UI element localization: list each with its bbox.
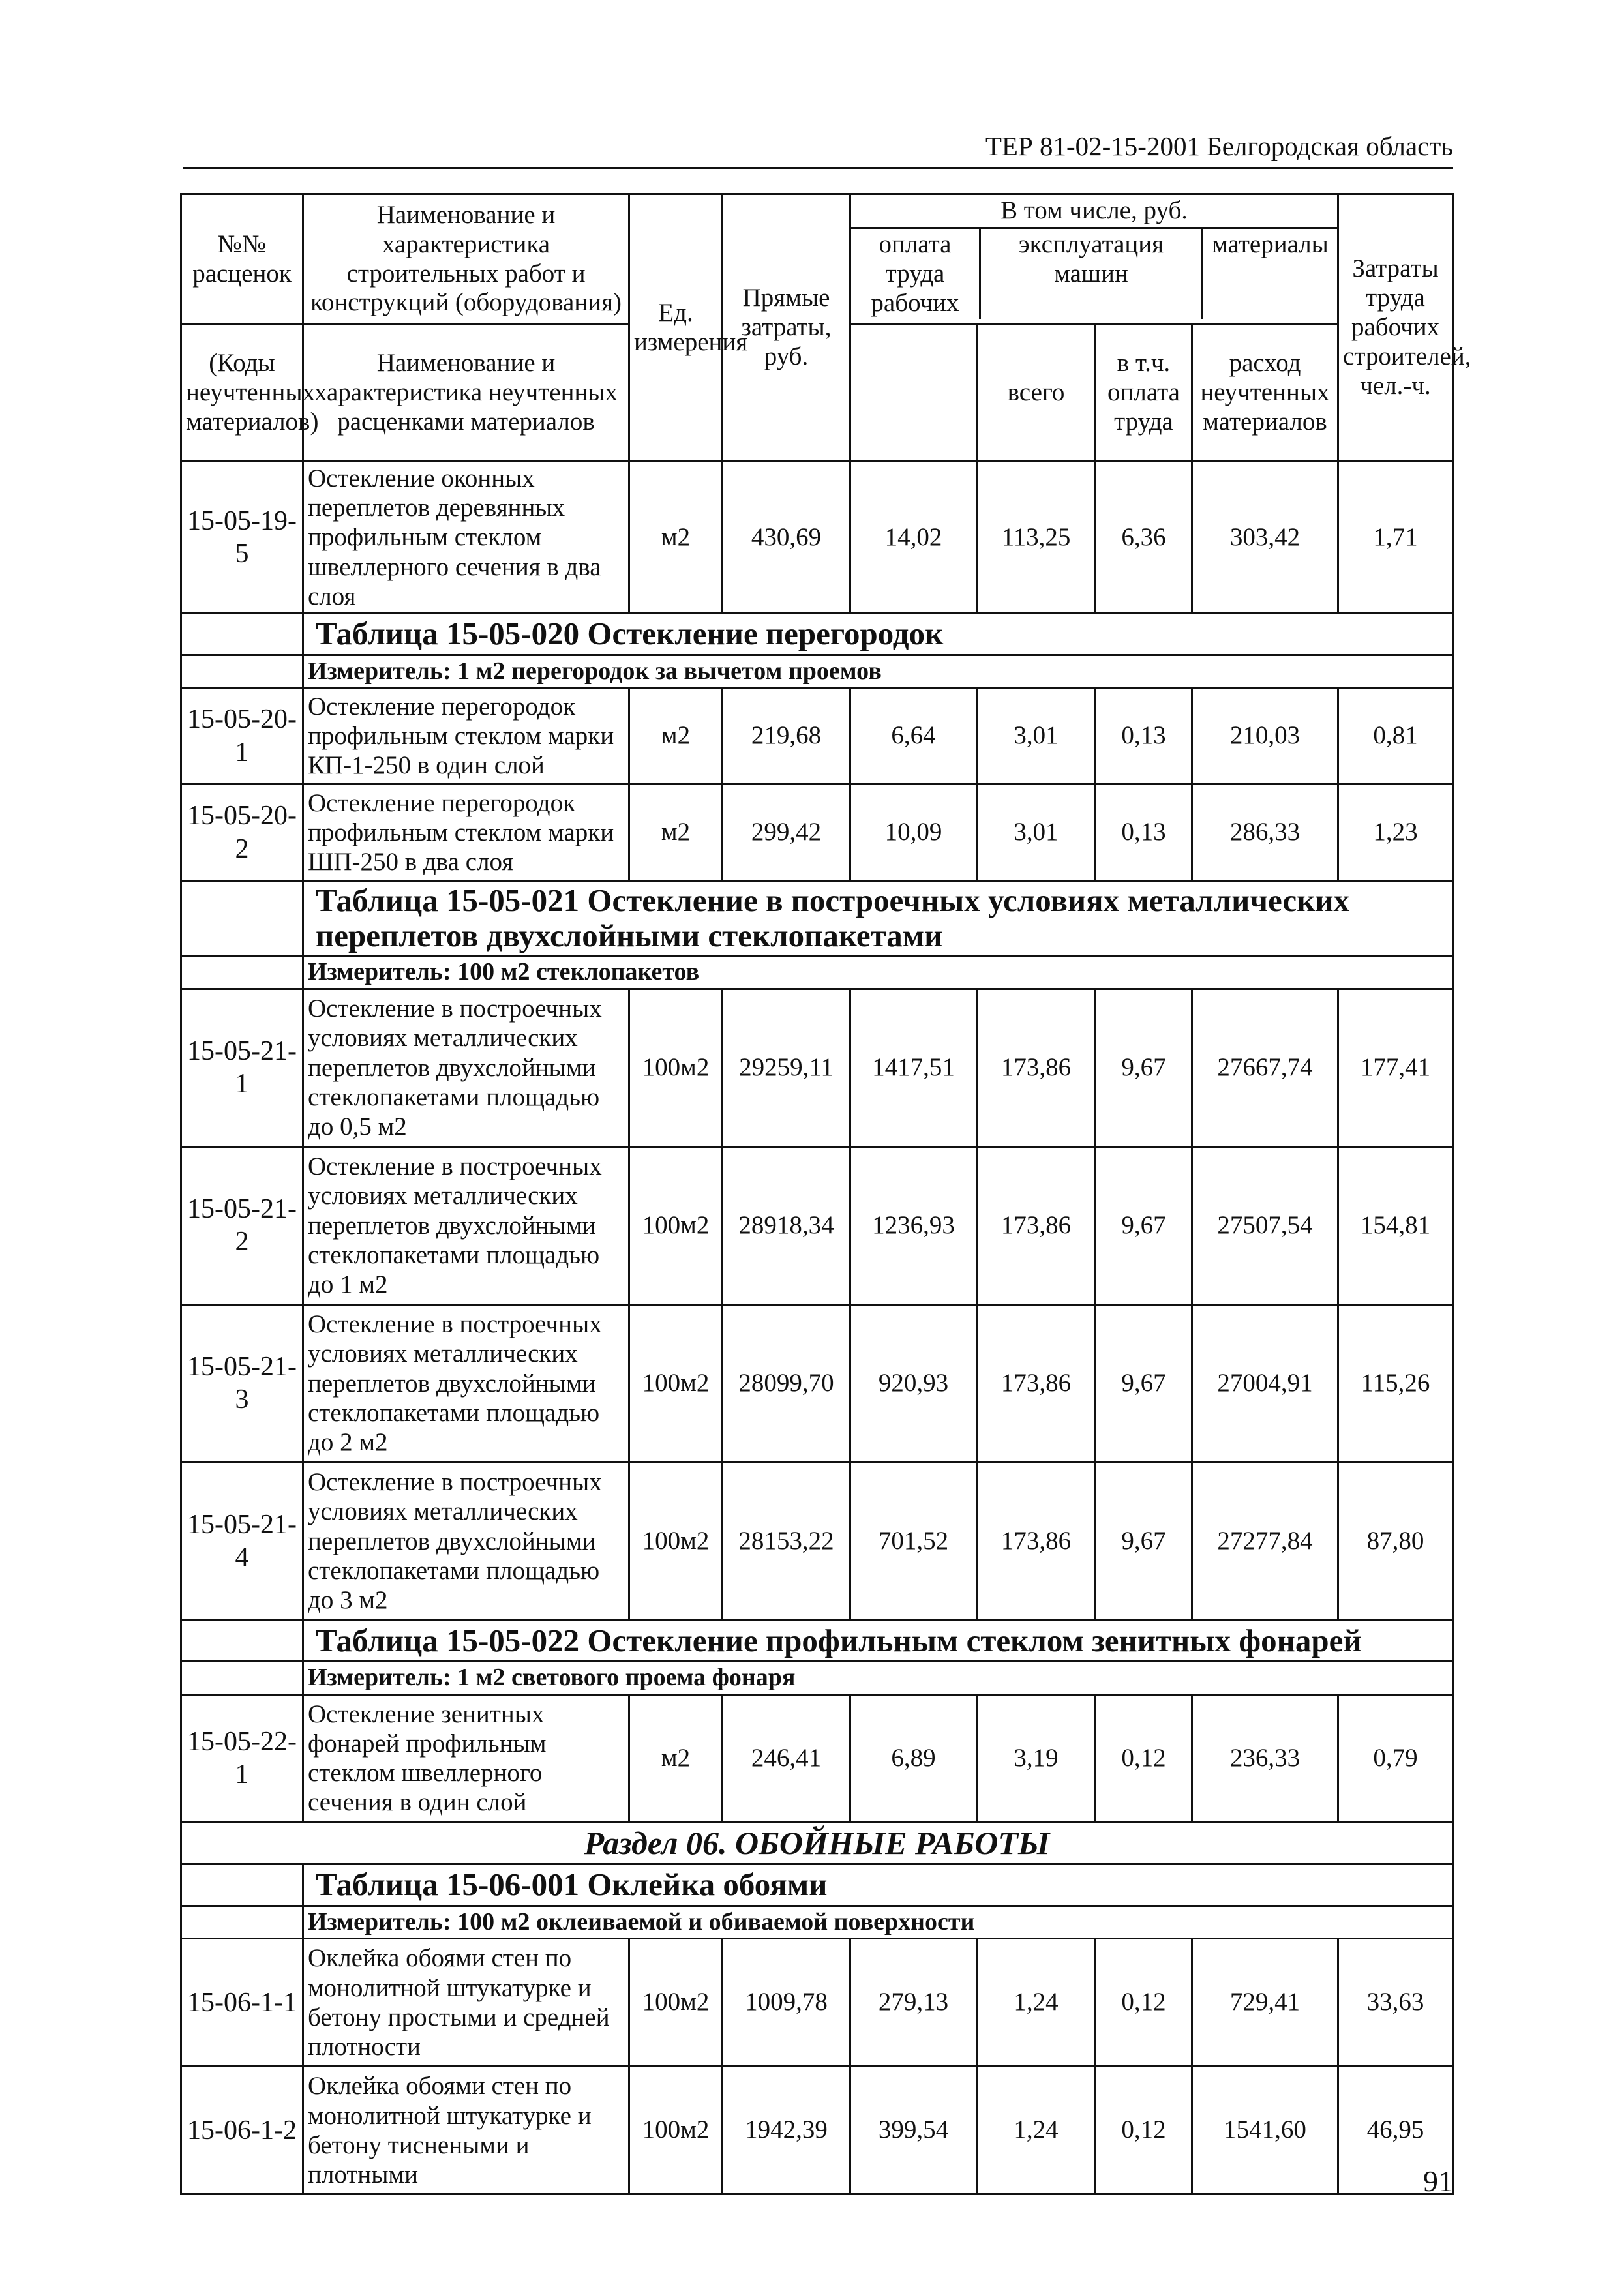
col-code-header: №№ расценок <box>181 194 303 325</box>
page-number: 91 <box>1423 2164 1453 2198</box>
col-unit-header: Ед. измерения <box>629 194 723 462</box>
table-row: 15-05-20-1 Остекление перегородок профильным стеклом марки КП-1-250 в один слой м2 219,68 6,64 3,01 0,13 210,03 0,81 <box>181 688 1453 785</box>
table-row: 15-05-21-1 Остекление в построечных условиях металлических переплетов двухслойными стеклопакетами площадью до 0,5 м2 100м2 29259,11 1417,51 173,86 9,67 27667,74 177,41 <box>181 989 1453 1146</box>
col-name-alt-header: Наименование и характеристика неучтенных расценками материалов <box>303 325 629 462</box>
col-incl-group: В том числе, руб. оплата труда рабочих эксплуатация машин материалы <box>850 194 1338 325</box>
table-caption: Таблица 15-05-020 Остекление перегородок <box>303 614 1453 655</box>
col-materials-alt-header: расход неучтенных материалов <box>1192 325 1338 462</box>
table-row: 15-06-1-1 Оклейка обоями стен по монолитной штукатурке и бетону простыми и средней плотности 100м2 1009,78 279,13 1,24 0,12 729,41 33,63 <box>181 1939 1453 2067</box>
table-row: 15-05-21-3 Остекление в построечных условиях металлических переплетов двухслойными стеклопакетами площадью до 2 м2 100м2 28099,70 920,93 173,86 9,67 27004,91 115,26 <box>181 1304 1453 1462</box>
page-header <box>183 130 1453 169</box>
table-row: 15-05-19-5 Остекление оконных переплетов деревянных профильным стеклом швеллерного сечения в два слоя м2 430,69 14,02 113,25 6,36 303,42 1,71 <box>181 462 1453 614</box>
table-row: 15-05-21-2 Остекление в построечных условиях металлических переплетов двухслойными стеклопакетами площадью до 1 м2 100м2 28918,34 1236,93 173,86 9,67 27507,54 154,81 <box>181 1146 1453 1304</box>
table-caption: Таблица 15-06-001 Оклейка обоями <box>303 1864 1453 1906</box>
col-name-header: Наименование и характеристика строительных работ и конструкций (оборудования) <box>303 194 629 325</box>
col-direct-header: Прямые затраты, руб. <box>723 194 850 462</box>
table-row: 15-06-1-2 Оклейка обоями стен по монолитной штукатурке и бетону тиснеными и плотными 100м2 1942,39 399,54 1,24 0,12 1541,60 46,95 <box>181 2067 1453 2194</box>
table-row: 15-05-22-1 Остекление зенитных фонарей профильным стеклом швеллерного сечения в один слой м2 246,41 6,89 3,19 0,12 236,33 0,79 <box>181 1694 1453 1822</box>
measure-caption: Измеритель: 100 м2 стеклопакетов <box>303 955 1453 989</box>
col-materials-header: материалы <box>1212 230 1329 258</box>
col-code-alt-header: (Коды неучтенных материалов) <box>181 325 303 462</box>
col-machines-wages-header: в т.ч. оплата труда <box>1096 325 1192 462</box>
table-row: 15-05-20-2 Остекление перегородок профильным стеклом марки ШП-250 в два слоя м2 299,42 10,09 3,01 0,13 286,33 1,23 <box>181 785 1453 881</box>
table-caption: Таблица 15-05-021 Остекление в построечных условиях металлических переплетов двухслойными стеклопакетами <box>303 881 1453 956</box>
table-row: 15-05-21-4 Остекление в построечных условиях металлических переплетов двухслойными стеклопакетами площадью до 3 м2 100м2 28153,22 701,52 173,86 9,67 27277,84 87,80 <box>181 1462 1453 1620</box>
col-wages-header: оплата труда рабочих <box>851 229 981 320</box>
col-wages-spacer <box>850 325 977 462</box>
section-heading: Раздел 06. ОБОЙНЫЕ РАБОТЫ <box>181 1822 1453 1864</box>
col-machines-header: эксплуатация машин <box>981 229 1203 320</box>
measure-caption: Измеритель: 100 м2 оклеиваемой и обиваемой поверхности <box>303 1906 1453 1939</box>
measure-caption: Измеритель: 1 м2 светового проема фонаря <box>303 1662 1453 1695</box>
document-title: ТЕР 81-02-15-2001 Белгородская область <box>985 131 1453 161</box>
table-caption: Таблица 15-05-022 Остекление профильным стеклом зенитных фонарей <box>303 1620 1453 1661</box>
col-machines-total-header: всего <box>977 325 1096 462</box>
col-labor-header: Затраты труда рабочих строителей, чел.-ч. <box>1338 194 1453 462</box>
rates-table <box>180 193 1471 2195</box>
measure-caption: Измеритель: 1 м2 перегородок за вычетом проемов <box>303 655 1453 688</box>
